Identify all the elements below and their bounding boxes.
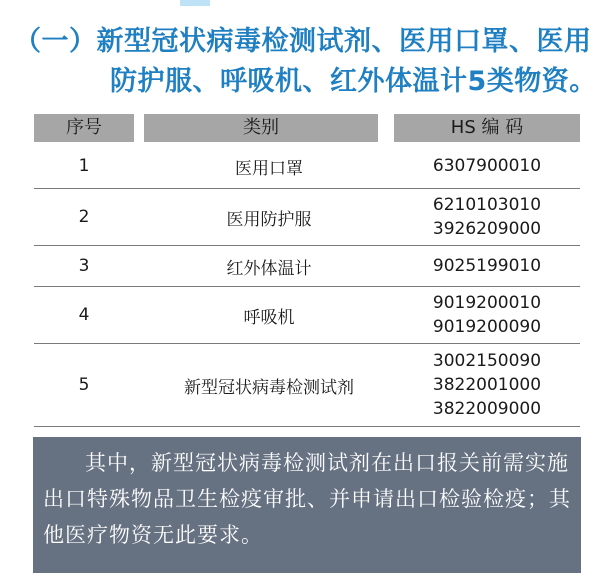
table-row	[34, 246, 580, 287]
row-codes	[394, 344, 580, 426]
top-accent-bar	[180, 0, 210, 6]
row-category: 红外体温计	[226, 258, 312, 279]
row-serial: 1	[78, 156, 90, 176]
table-row	[34, 144, 580, 189]
row-codes	[394, 246, 580, 286]
table-row	[34, 344, 580, 427]
row-category: 医用防护服	[226, 209, 312, 230]
header-hs-code: HS 编 码	[394, 114, 580, 142]
row-codes	[394, 287, 580, 343]
header-serial: 序号	[34, 114, 134, 142]
hs-code: 3926209000	[432, 219, 542, 239]
hs-code: 6307900010	[432, 156, 542, 176]
section-title-line1: （一）新型冠状病毒检测试剂、医用口罩、医用	[14, 26, 592, 57]
hs-code: 3822009000	[432, 399, 542, 419]
row-category: 新型冠状病毒检测试剂	[184, 377, 354, 398]
table-row	[34, 189, 580, 246]
hs-code: 9025199010	[432, 256, 542, 276]
product-table	[34, 144, 580, 427]
hs-code: 9019200090	[432, 317, 542, 337]
row-codes	[394, 189, 580, 245]
row-serial: 4	[78, 305, 90, 325]
row-category: 医用口罩	[235, 158, 303, 179]
hs-code: 3002150090	[432, 351, 542, 371]
row-serial: 3	[78, 256, 90, 276]
row-codes	[394, 144, 580, 188]
row-category: 呼吸机	[243, 307, 295, 328]
hs-code: 3822001000	[432, 375, 542, 395]
section-title-line2: 防护服、呼吸机、红外体温计5类物资。	[110, 66, 597, 97]
hs-code: 6210103010	[432, 195, 542, 215]
table-row	[34, 287, 580, 344]
header-category: 类别	[144, 114, 378, 142]
note-box: 其中，新型冠状病毒检测试剂在出口报关前需实施出口特殊物品卫生检疫审批、并申请出口检验检疫；其他医疗物资无此要求。	[33, 437, 581, 573]
row-serial: 5	[78, 375, 90, 395]
hs-code: 9019200010	[432, 293, 542, 313]
row-serial: 2	[78, 207, 90, 227]
section-title	[14, 22, 604, 102]
